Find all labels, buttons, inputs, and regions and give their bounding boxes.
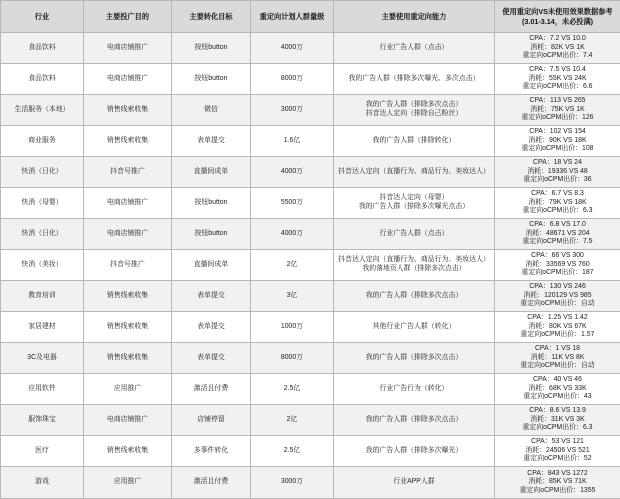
cpa-value: CPA：1 VS 18	[497, 345, 618, 354]
spend-value: 消耗：75K VS 1K	[497, 106, 618, 115]
cell-effect-data	[495, 312, 620, 343]
table-row	[1, 312, 620, 343]
ocpm-bid-value: 重定向oCPM出价：7.4	[497, 52, 618, 61]
cell-effect-data	[495, 126, 620, 157]
spend-value: 消耗：11K VS 8K	[497, 354, 618, 363]
cell-industry: 商业服务	[1, 126, 84, 157]
cell-industry: 3C及电器	[1, 343, 84, 374]
ability-line: 行业广告人群（点击）	[336, 44, 492, 53]
header-industry: 行业	[1, 1, 84, 33]
cell-retargeting-ability	[334, 250, 495, 281]
ability-line: 抖音达人定向（排除自己粉丝）	[336, 110, 492, 119]
cell-conversion-target: 表单提交	[172, 343, 251, 374]
cell-purpose: 销售线索收集	[84, 281, 172, 312]
cell-industry: 教育培训	[1, 281, 84, 312]
cell-conversion-target: 按钮button	[172, 188, 251, 219]
cell-retargeting-ability	[334, 436, 495, 467]
ability-line: 抖音达人定向（母婴）	[336, 194, 492, 203]
ocpm-bid-value: 重定向oCPM出价：6.3	[497, 424, 618, 433]
cell-conversion-target: 微信	[172, 95, 251, 126]
cpa-value: CPA：6.7 VS 8.3	[497, 190, 618, 199]
ability-line: 我的广告人群（排除多次曝光）	[336, 447, 492, 456]
cell-purpose: 销售线索收集	[84, 126, 172, 157]
cell-effect-data	[495, 467, 620, 499]
cell-conversion-target: 表单提交	[172, 281, 251, 312]
table-row	[1, 188, 620, 219]
cell-purpose: 电商店铺推广	[84, 219, 172, 250]
table-row	[1, 95, 620, 126]
cell-effect-data	[495, 281, 620, 312]
ocpm-bid-value: 重定向oCPM出价：108	[497, 145, 618, 154]
ability-line: 我的广告人群（排除转化）	[336, 137, 492, 146]
cell-effect-data	[495, 405, 620, 436]
cell-industry: 食品饮料	[1, 33, 84, 64]
spend-value: 消耗：120129 VS 985	[497, 292, 618, 301]
cpa-value: CPA：7.2 VS 10.0	[497, 35, 618, 44]
header-effect-data	[495, 1, 620, 33]
spend-value: 消耗：82K VS 1K	[497, 44, 618, 53]
cell-industry: 医疗	[1, 436, 84, 467]
table-row	[1, 126, 620, 157]
ability-line: 我的广告人群（排除多次曝光点击）	[336, 203, 492, 212]
cell-purpose: 电商店铺推广	[84, 405, 172, 436]
table-row	[1, 467, 620, 499]
cell-purpose: 应用推广	[84, 467, 172, 499]
cell-retargeting-ability	[334, 64, 495, 95]
cell-retargeting-ability	[334, 219, 495, 250]
cell-conversion-target: 直播间成单	[172, 250, 251, 281]
cell-audience-size: 1.6亿	[251, 126, 334, 157]
cell-purpose: 抖音号推广	[84, 250, 172, 281]
cell-audience-size: 2亿	[251, 250, 334, 281]
cpa-value: CPA：102 VS 154	[497, 128, 618, 137]
ability-line: 我的广告人群（排除多次曝光、多次点击）	[336, 75, 492, 84]
cell-retargeting-ability	[334, 312, 495, 343]
ocpm-bid-value: 重定向oCPM出价：6.3	[497, 207, 618, 216]
cell-industry: 快消（日化）	[1, 219, 84, 250]
cell-retargeting-ability	[334, 405, 495, 436]
ocpm-bid-value: 重定向oCPM出价：1.57	[497, 331, 618, 340]
cell-effect-data	[495, 250, 620, 281]
cell-conversion-target: 直播间成单	[172, 157, 251, 188]
cpa-value: CPA：6.8 VS 17.0	[497, 221, 618, 230]
header-audience-size: 重定向计划人群量级	[251, 1, 334, 33]
table-row	[1, 343, 620, 374]
ability-line: 我的广告人群（排除多次点击）	[336, 354, 492, 363]
cell-audience-size: 3000万	[251, 467, 334, 499]
cell-conversion-target: 表单提交	[172, 126, 251, 157]
cell-effect-data	[495, 436, 620, 467]
header-effect-data-period: (3.01-3.14，未必投满)	[497, 17, 618, 27]
cell-industry: 应用软件	[1, 374, 84, 405]
ability-line: 行业广告人群（点击）	[336, 230, 492, 239]
cell-audience-size: 4000万	[251, 219, 334, 250]
ocpm-bid-value: 重定向oCPM出价：6.6	[497, 83, 618, 92]
cell-conversion-target: 按钮button	[172, 64, 251, 95]
table-body	[1, 33, 620, 499]
cell-purpose: 销售线索收集	[84, 436, 172, 467]
cell-audience-size: 2.5亿	[251, 436, 334, 467]
ability-line: 我的广告人群（排除多次点击）	[336, 101, 492, 110]
ocpm-bid-value: 重定向oCPM出价：7.5	[497, 238, 618, 247]
cell-audience-size: 8000万	[251, 343, 334, 374]
cpa-value: CPA：130 VS 246	[497, 283, 618, 292]
table-row	[1, 405, 620, 436]
cell-industry: 快消（美妆）	[1, 250, 84, 281]
table-row	[1, 250, 620, 281]
cell-industry: 食品饮料	[1, 64, 84, 95]
cell-industry: 快消（母婴）	[1, 188, 84, 219]
ocpm-bid-value: 重定向oCPM出价：自动	[497, 300, 618, 309]
ability-line: 抖音达人定向（直播行为、商品行为、美妆达人）	[336, 256, 492, 265]
header-purpose: 主要投广目的	[84, 1, 172, 33]
cpa-value: CPA：1.25 VS 1.42	[497, 314, 618, 323]
ocpm-bid-value: 重定向oCPM出价：126	[497, 114, 618, 123]
cell-effect-data	[495, 188, 620, 219]
spend-value: 消耗：85K VS 71K	[497, 478, 618, 487]
spend-value: 消耗：90K VS 18K	[497, 137, 618, 146]
ocpm-bid-value: 重定向oCPM出价：自动	[497, 362, 618, 371]
cell-conversion-target: 激活且付费	[172, 467, 251, 499]
cpa-value: CPA：18 VS 24	[497, 159, 618, 168]
cell-purpose: 销售线索收集	[84, 312, 172, 343]
cell-industry: 生活服务（本地）	[1, 95, 84, 126]
ocpm-bid-value: 重定向oCPM出价：43	[497, 393, 618, 402]
cell-purpose: 电商店铺推广	[84, 188, 172, 219]
cell-purpose: 销售线索收集	[84, 343, 172, 374]
cell-audience-size: 1000万	[251, 312, 334, 343]
cell-retargeting-ability	[334, 95, 495, 126]
cpa-value: CPA：53 VS 121	[497, 438, 618, 447]
cpa-value: CPA：113 VS 265	[497, 97, 618, 106]
spend-value: 消耗：48671 VS 204	[497, 230, 618, 239]
spend-value: 消耗：68K VS 33K	[497, 385, 618, 394]
cell-effect-data	[495, 343, 620, 374]
ability-line: 行业APP人群	[336, 478, 492, 487]
ocpm-bid-value: 重定向oCPM出价：187	[497, 269, 618, 278]
cell-retargeting-ability	[334, 281, 495, 312]
cell-audience-size: 8000万	[251, 64, 334, 95]
cell-audience-size: 4000万	[251, 157, 334, 188]
cell-effect-data	[495, 374, 620, 405]
header-retargeting-ability: 主要使用重定向能力	[334, 1, 495, 33]
spend-value: 消耗：31K VS 3K	[497, 416, 618, 425]
cell-effect-data	[495, 219, 620, 250]
table-row	[1, 436, 620, 467]
cell-purpose: 电商店铺推广	[84, 64, 172, 95]
cpa-value: CPA：8.6 VS 13.9	[497, 407, 618, 416]
cell-retargeting-ability	[334, 374, 495, 405]
cell-conversion-target: 表单提交	[172, 312, 251, 343]
cell-purpose: 销售线索收集	[84, 95, 172, 126]
cell-effect-data	[495, 95, 620, 126]
header-effect-data-title: 使用重定向VS未使用效果数据参考	[497, 7, 618, 17]
cpa-value: CPA：843 VS 1272	[497, 470, 618, 479]
spend-value: 消耗：33569 VS 760	[497, 261, 618, 270]
cpa-value: CPA：40 VS 46	[497, 376, 618, 385]
cell-audience-size: 4000万	[251, 33, 334, 64]
cell-industry: 游戏	[1, 467, 84, 499]
cell-effect-data	[495, 64, 620, 95]
cell-retargeting-ability	[334, 157, 495, 188]
table-row	[1, 157, 620, 188]
cell-conversion-target: 店铺停留	[172, 405, 251, 436]
ability-line: 行业广告行为（转化）	[336, 385, 492, 394]
ability-line: 我的落地页人群（排除多次点击）	[336, 265, 492, 274]
header-conversion-target: 主要转化目标	[172, 1, 251, 33]
cell-purpose: 抖音号推广	[84, 157, 172, 188]
spend-value: 消耗：79K VS 18K	[497, 199, 618, 208]
ocpm-bid-value: 重定向oCPM出价：36	[497, 176, 618, 185]
cell-audience-size: 5500万	[251, 188, 334, 219]
cell-retargeting-ability	[334, 188, 495, 219]
cell-retargeting-ability	[334, 126, 495, 157]
ability-line: 抖音达人定向（直播行为、商品行为、美妆达人）	[336, 168, 492, 177]
cell-conversion-target: 按钮button	[172, 219, 251, 250]
spend-value: 消耗：24506 VS 521	[497, 447, 618, 456]
table-row	[1, 33, 620, 64]
table-row	[1, 374, 620, 405]
cell-industry: 服饰珠宝	[1, 405, 84, 436]
spend-value: 消耗：80K VS 67K	[497, 323, 618, 332]
cell-retargeting-ability	[334, 343, 495, 374]
ocpm-bid-value: 重定向oCPM出价：52	[497, 455, 618, 464]
cell-audience-size: 2亿	[251, 405, 334, 436]
cell-retargeting-ability	[334, 33, 495, 64]
cell-conversion-target: 激活且付费	[172, 374, 251, 405]
cell-audience-size: 2.5亿	[251, 374, 334, 405]
ability-line: 我的广告人群（排除多次点击）	[336, 416, 492, 425]
cell-audience-size: 3亿	[251, 281, 334, 312]
table-row	[1, 219, 620, 250]
ocpm-bid-value: 重定向oCPM出价：1355	[497, 487, 618, 496]
cell-conversion-target: 多事件转化	[172, 436, 251, 467]
table-row	[1, 281, 620, 312]
header-row	[1, 1, 620, 33]
cell-industry: 快消（日化）	[1, 157, 84, 188]
ability-line: 我的广告人群（排除多次点击）	[336, 292, 492, 301]
cell-purpose: 应用推广	[84, 374, 172, 405]
ability-line: 其他行业广告人群（转化）	[336, 323, 492, 332]
cell-purpose: 电商店铺推广	[84, 33, 172, 64]
cpa-value: CPA：7.5 VS 10.4	[497, 66, 618, 75]
cell-effect-data	[495, 33, 620, 64]
spend-value: 消耗：55K VS 24K	[497, 75, 618, 84]
cell-conversion-target: 按钮button	[172, 33, 251, 64]
cell-industry: 家居建材	[1, 312, 84, 343]
cpa-value: CPA：66 VS 300	[497, 252, 618, 261]
table-row	[1, 64, 620, 95]
cell-effect-data	[495, 157, 620, 188]
spend-value: 消耗：19336 VS 48	[497, 168, 618, 177]
cell-audience-size: 3000万	[251, 95, 334, 126]
cell-retargeting-ability	[334, 467, 495, 499]
